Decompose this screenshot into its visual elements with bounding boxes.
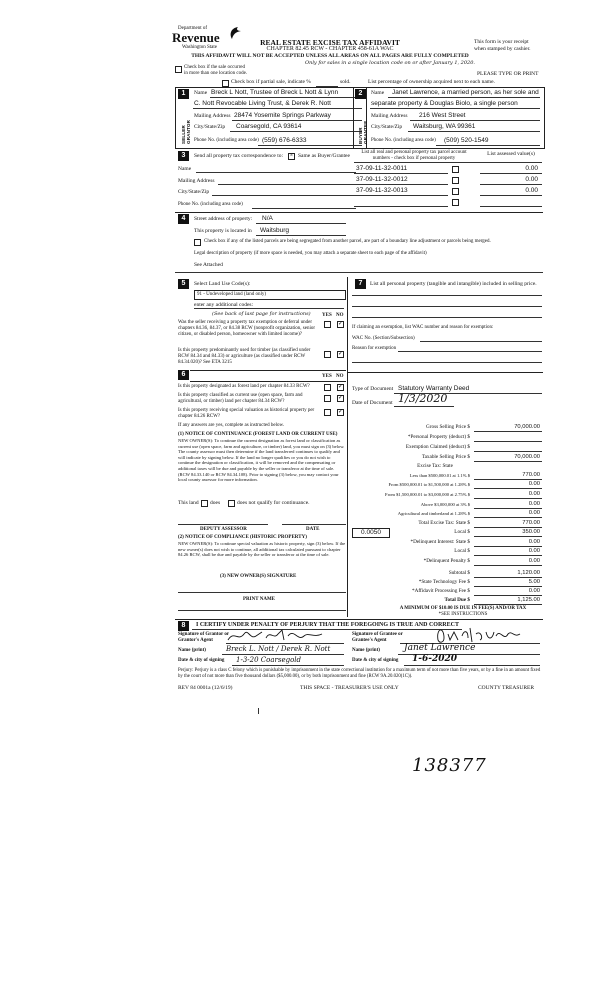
parcels-header-right: List assessed value(s)	[487, 151, 535, 157]
tax-value[interactable]: 0.00	[528, 558, 540, 564]
receipt-note-2: when stamped by cashier.	[474, 46, 531, 52]
same-as-buyer-checkbox[interactable]: ×	[289, 153, 294, 159]
grantor-sig-label: Signature of Grantor or Grantor's Agent	[178, 632, 229, 643]
tax-label: Agricultural and timberland at 1.28% $	[397, 511, 470, 516]
multi-location-label: Check box if the sale occurred in more than one location code.	[184, 65, 248, 76]
legal-label: Legal description of property (if more space is needed, you may attach a separate sheet to each page of the affidavit)	[194, 251, 427, 256]
parcel-value[interactable]: 0.00	[525, 165, 538, 172]
located-value[interactable]: Waitsburg	[260, 227, 290, 234]
s5-no-header: NO	[336, 313, 344, 318]
local-rate-box[interactable]: 0.0050	[352, 528, 390, 538]
seller-mail-label: Mailing Address	[194, 113, 231, 119]
segregated-label: Check box if any of the listed parcels are being segregated from another parcel, are part of a boundary line adjustment or parcels being merged.	[204, 239, 491, 244]
section-3-number: 3	[178, 151, 189, 161]
buyer-name-2[interactable]: separate property & Douglas Biolo, a single person	[371, 100, 518, 107]
located-label: This property is located in	[194, 228, 252, 234]
tax-label: Total Excise Tax: State $	[418, 520, 470, 526]
land-use-label: Select Land Use Code(s):	[194, 281, 251, 287]
tax-value[interactable]: 0.00	[528, 501, 540, 507]
see-instructions: *SEE INSTRUCTIONS	[438, 612, 488, 617]
date-label: DATE	[306, 527, 320, 532]
perjury-note: Perjury: Perjury is a class C felony which is punishable by imprisonment in the state correctional institution for a maximum term of not more than five years, or by a fine in an amount fixed by the court of not more than five thousand dollars ($5,000.00), or by both imprisonment and fine (RCW 9A.20.020(1C)).	[178, 668, 541, 679]
tax-label: From $1,500,000.01 to $3,000,000 at 2.75% $	[385, 492, 470, 497]
see-back-label: (See back of last page for instructions)	[212, 311, 311, 317]
form-title: REAL ESTATE EXCISE TAX AFFIDAVIT	[260, 38, 400, 47]
buyer-mail-label: Mailing Address	[371, 113, 408, 119]
personal-property-checkbox[interactable]	[452, 199, 459, 206]
grantor-name-print-label: Name (print)	[178, 648, 206, 653]
grantor-date[interactable]: 1-3-20 Coarsegold	[236, 656, 302, 664]
rev-number: REV 84 0001a (12/6/19)	[178, 685, 233, 691]
tax-label: Above $3,000,000 at 3% $	[420, 502, 470, 507]
grantor-date-label: Date & city of signing	[178, 658, 225, 663]
does-label: does	[210, 500, 221, 506]
tax-value[interactable]: 0.00	[528, 510, 540, 516]
s6-q2-yes[interactable]	[324, 395, 331, 402]
tax-label: *Personal Property (deduct) $	[407, 434, 470, 440]
section-1-number: 1	[178, 89, 189, 99]
tax-value[interactable]: 0.00	[528, 588, 540, 594]
tax-label: Less than $500,000.01 at 1.1% $	[409, 473, 470, 478]
grantee-date-label: Date & city of signing	[352, 658, 399, 663]
tax-label: Local $	[454, 529, 470, 535]
receipt-note-1: This form is your receipt	[474, 39, 529, 45]
s6-q2-no[interactable]: ✓	[338, 395, 344, 401]
parcels-header-left: List all real and personal property tax parcel account numbers - check box if personal property	[361, 150, 467, 161]
single-location-note: Only for sales in a single location code on or after January 1, 2020.	[305, 60, 475, 66]
s5-q2-yes[interactable]	[324, 351, 331, 358]
parcel-account[interactable]: 37-09-11-32-0011	[356, 165, 408, 172]
s6-q3-no[interactable]: ✓	[338, 409, 344, 415]
buyer-phone[interactable]: (509) 520-1549	[444, 137, 489, 144]
wac-label: WAC No. (Section/Subsection)	[352, 336, 415, 341]
tax-label: Subtotal $	[448, 570, 470, 576]
s3-mail-label: Mailing Address	[178, 178, 215, 184]
tax-value[interactable]: 0.00	[528, 539, 540, 545]
s6-q1: Is this property designated as forest land per chapter 84.33 RCW?	[178, 384, 310, 389]
does-not-label: does not qualify for continuance.	[237, 500, 310, 506]
tax-label: *Affidavit Processing Fee $	[412, 588, 470, 594]
dept-small: Department of	[178, 26, 208, 31]
print-name-label: PRINT NAME	[243, 597, 275, 602]
tax-value[interactable]: 70,000.00	[514, 454, 540, 460]
parcel-value[interactable]: 0.00	[525, 187, 538, 194]
s6-q2: Is this property classified as current use (open space, farm and agricultural, or timber) land per chapter 84.34 RCW?	[178, 393, 303, 404]
land-does-not-checkbox[interactable]	[228, 500, 235, 507]
partial-sale-checkbox[interactable]	[222, 80, 229, 87]
s3-phone-label: Phone No. (including area code)	[178, 202, 243, 207]
tax-value[interactable]: 350.00	[522, 529, 540, 535]
buyer-name-label: Name	[371, 90, 385, 96]
multi-location-checkbox[interactable]	[175, 66, 182, 73]
grantee-print[interactable]: Janet Lawrence	[404, 643, 476, 653]
dept-state: Washington State	[182, 45, 218, 50]
this-land-label: This land	[178, 500, 199, 506]
handwritten-number: 138377	[412, 755, 487, 776]
seller-city[interactable]: Coarsegold, CA 93614	[236, 123, 302, 130]
section-8-number: 8	[178, 621, 189, 631]
seller-phone[interactable]: (559) 676-6333	[262, 137, 307, 144]
section-6-number: 6	[178, 370, 189, 380]
form-warning: THIS AFFIDAVIT WILL NOT BE ACCEPTED UNLESS ALL AREAS ON ALL PAGES ARE FULLY COMPLETED	[191, 53, 469, 59]
treasurer-use-label: THIS SPACE - TREASURER'S USE ONLY	[300, 685, 399, 691]
buyer-mail[interactable]: 216 West Street	[419, 112, 466, 119]
tax-label: Total Due $	[444, 597, 470, 603]
s6-q1-no[interactable]: ✓	[338, 384, 344, 390]
seller-name-label: Name	[194, 90, 208, 96]
land-use-code: 91 - Undeveloped land (land only)	[197, 292, 267, 297]
grantor-signature[interactable]	[226, 628, 326, 644]
notice2-body: NEW OWNER(S): To continue special valuation as historic property, sign (3) below. If the new owner(s) does not wish to continue, all additional tax calculated pursuant to chapter 84.26 RCW, shall be due and payable by the seller or transferor at the time of sale.	[178, 541, 346, 558]
buyer-side-label: BUYER GRANTEE	[358, 120, 368, 144]
buyer-city[interactable]: Waitsburg, WA 99361	[413, 123, 476, 130]
seller-name-2[interactable]: C. Nott Revocable Living Trust, & Derek R. Nott	[194, 100, 331, 107]
tax-value[interactable]: 1,120.00	[517, 570, 540, 576]
tax-value[interactable]: 5.00	[528, 579, 540, 585]
buyer-city-label: City/State/Zip	[371, 124, 403, 130]
s6-yes-header: YES	[322, 374, 332, 379]
personal-property-checkbox[interactable]	[452, 188, 459, 195]
section-2-number: 2	[355, 89, 366, 99]
tax-label: From $500,000.01 to $1,500,000 at 1.28% $	[388, 482, 470, 487]
personal-property-label: List all personal property (tangible and intangible) included in selling price.	[370, 281, 537, 287]
same-as-buyer-label: Same as Buyer/Grantee	[298, 153, 350, 159]
please-type: PLEASE TYPE OR PRINT	[477, 71, 539, 77]
street-value[interactable]: N/A	[262, 215, 273, 222]
personal-property-checkbox[interactable]	[452, 166, 459, 173]
section-4-number: 4	[178, 214, 189, 224]
see-attached: See Attached	[194, 262, 223, 268]
tax-value[interactable]: 70,000.00	[514, 424, 540, 430]
seller-mail[interactable]: 28474 Yosemite Springs Parkway	[234, 112, 331, 119]
doc-type-label: Type of Document	[352, 386, 394, 392]
grantee-name-print-label: Name (print)	[352, 648, 380, 653]
partial-sale-label: Check box if partial sale, indicate %	[231, 79, 311, 85]
section-7-number: 7	[355, 279, 366, 289]
doc-type[interactable]: Statutory Warranty Deed	[398, 385, 470, 392]
s5-q1-no[interactable]: ✓	[338, 321, 344, 327]
minimum-note: A MINIMUM OF $10.00 IS DUE IN FEE(S) AND/OR TAX	[399, 606, 527, 611]
s3-name-label: Name	[178, 166, 192, 172]
reason-label: Reason for exemption	[352, 346, 397, 351]
tax-label: Excise Tax: State	[417, 463, 453, 469]
notice1-body: NEW OWNER(S): To continue the current designation as forest land or classification as current use (open space, farm and agriculture, or timber) land, you must sign on (3) below. The county assessor must then determine if the land transferred continues to qualify and will indicate by signing below. If the land no longer qualifies or you do not wish to continue the designation or classification, it will be removed and the compensating or additional taxes will be due and payable by the seller or transferor at the time of sale. (RCW 84.33.140 or RCW 84.34.108). Prior to signing (3) below, you may contact your local county assessor for more information.	[178, 438, 345, 483]
tax-value[interactable]: 1,125.00	[517, 597, 540, 603]
parcel-value[interactable]: 0.00	[525, 176, 538, 183]
s6-q3: Is this property receiving special valuation as historical property per chapter 84.26 RCW?	[178, 408, 315, 419]
s5-yes-header: YES	[322, 313, 332, 318]
parcel-account[interactable]: 37-09-11-32-0013	[356, 187, 408, 194]
list-pct-label: List percentage of ownership acquired next to each name.	[368, 79, 495, 85]
notice1-title: (1) NOTICE OF CONTINUANCE (FOREST LAND OR CURRENT USE)	[178, 432, 338, 437]
s5-q1: Was the seller receiving a property tax exemption or deferral under chapters 84.36, 84.37, or 84.38 RCW (nonprofit organization, senior citizen, or disabled person, homeowner with limited income)?	[178, 320, 316, 337]
claim-exemption-label: If claiming an exemption, list WAC number and reason for exemption:	[352, 325, 494, 330]
sold-label: sold.	[340, 79, 351, 85]
seller-phone-label: Phone No. (including area code)	[194, 138, 259, 143]
doc-date[interactable]: 1/3/2020	[398, 392, 448, 405]
send-correspondence-label: Send all property tax correspondence to:	[194, 153, 284, 159]
notice2-title: (2) NOTICE OF COMPLIANCE (HISTORIC PROPERTY)	[178, 535, 307, 540]
tax-label: Gross Selling Price $	[426, 424, 470, 430]
tax-label: Taxable Selling Price $	[421, 454, 470, 460]
form-chapter: CHAPTER 82.45 RCW - CHAPTER 458-61A WAC	[266, 46, 394, 52]
s6-q3-yes[interactable]	[324, 409, 331, 416]
tax-label: Local $	[454, 548, 470, 554]
tax-value[interactable]: 0.00	[528, 481, 540, 487]
seller-city-label: City/State/Zip	[194, 124, 226, 130]
street-label: Street address of property:	[194, 216, 253, 222]
doc-date-label: Date of Document	[352, 400, 393, 406]
personal-property-checkbox[interactable]	[452, 177, 459, 184]
tax-label: *State Technology Fee $	[418, 579, 470, 585]
tax-label: *Delinquent Penalty $	[423, 558, 470, 564]
seller-name-1[interactable]: Breck L Nott, Trustee of Breck L Nott & Lynn	[211, 89, 339, 96]
buyer-phone-label: Phone No. (including area code)	[371, 138, 436, 143]
land-does-checkbox[interactable]	[201, 500, 208, 507]
tax-label: Exemption Claimed (deduct) $	[405, 444, 470, 450]
tax-value[interactable]: 770.00	[522, 472, 540, 478]
tax-value[interactable]: 0.00	[528, 491, 540, 497]
tax-value[interactable]: 0.00	[528, 548, 540, 554]
section-5-number: 5	[178, 279, 189, 289]
seller-side-label: SELLER GRANTOR	[181, 119, 191, 144]
certify-statement: I CERTIFY UNDER PENALTY OF PERJURY THAT THE FOREGOING IS TRUE AND CORRECT	[196, 622, 459, 628]
tax-value[interactable]: 770.00	[522, 520, 540, 526]
tax-label: *Delinquent Interest: State $	[410, 539, 470, 545]
s5-q2: Is this property predominantly used for timber (as classified under RCW 84.34 and 84.33) or agriculture (as classified under RCW 84.34.020)? See ETA 3215	[178, 348, 311, 365]
county-treasurer-label: COUNTY TREASURER	[478, 685, 535, 691]
s6-no-header: NO	[336, 374, 344, 379]
s5-q1-yes[interactable]	[324, 321, 331, 328]
buyer-name-1[interactable]: Janet Lawrence, a married person, as her sole and	[392, 89, 539, 96]
deputy-assessor-label: DEPUTY ASSESSOR	[200, 527, 247, 532]
s5-q2-no[interactable]: ✓	[338, 351, 344, 357]
s6-q1-yes[interactable]	[324, 384, 331, 391]
dept-brand: Revenue	[172, 30, 220, 45]
new-owner-signature-label: (3) NEW OWNER(S) SIGNATURE	[220, 574, 297, 579]
parcel-account[interactable]: 37-09-11-32-0012	[356, 176, 408, 183]
revenue-logo	[172, 24, 242, 56]
if-any-yes: If any answers are yes, complete as instructed below.	[178, 423, 285, 428]
grantor-print[interactable]: Breck L. Nott / Derek R. Nott	[226, 645, 331, 653]
segregated-checkbox[interactable]	[194, 239, 201, 246]
grantee-date[interactable]: 1-6-2020	[412, 654, 458, 664]
s3-city-label: City/State/Zip	[178, 189, 210, 195]
grantee-sig-label: Signature of Grantee or Grantee's Agent	[352, 632, 403, 643]
additional-codes-label: enter any additional codes:	[194, 302, 254, 308]
